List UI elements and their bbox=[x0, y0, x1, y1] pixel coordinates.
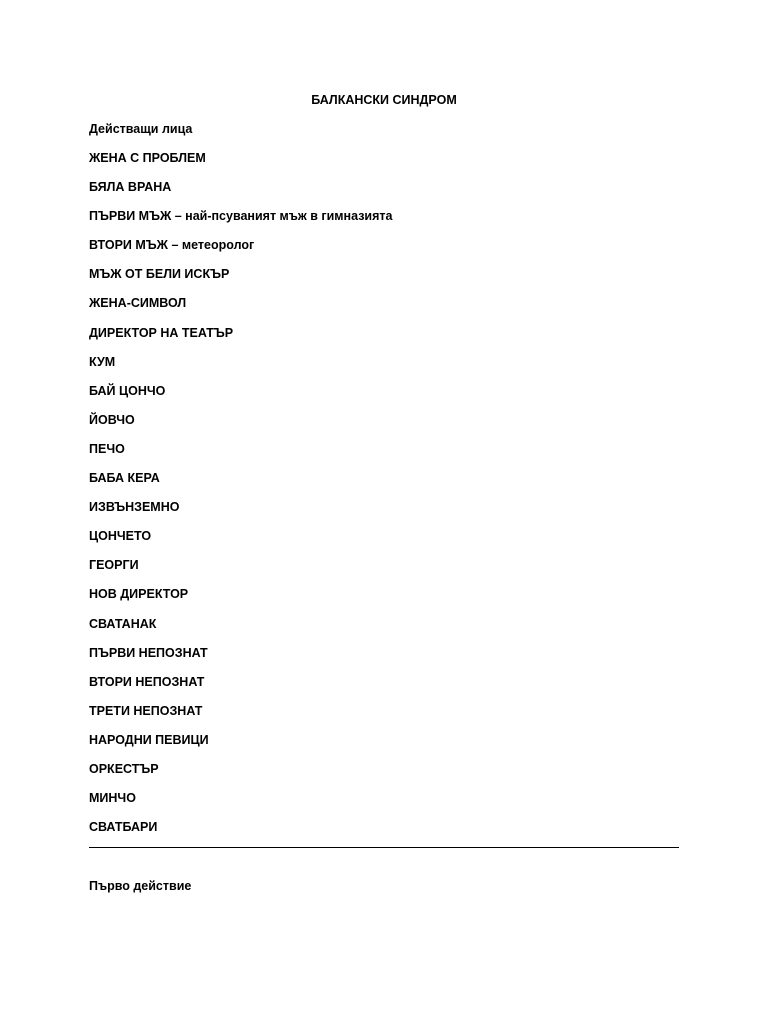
cast-item: ГЕОРГИ bbox=[89, 558, 139, 573]
cast-item: СВАТАНАК bbox=[89, 616, 157, 631]
cast-item: МЪЖ ОТ БЕЛИ ИСКЪР bbox=[89, 267, 230, 282]
cast-item: ПЕЧО bbox=[89, 441, 125, 456]
cast-item: ИЗВЪНЗЕМНО bbox=[89, 500, 180, 515]
cast-list bbox=[89, 150, 392, 848]
cast-item: БАЙ ЦОНЧО bbox=[89, 383, 166, 398]
section-heading: Първо действие bbox=[89, 879, 192, 893]
cast-item: БАБА КЕРА bbox=[89, 471, 160, 486]
cast-item: ТРЕТИ НЕПОЗНАТ bbox=[89, 703, 203, 718]
document-title: БАЛКАНСКИ СИНДРОМ bbox=[311, 93, 457, 107]
cast-item: ОРКЕСТЪР bbox=[89, 761, 159, 776]
cast-item: БЯЛА ВРАНА bbox=[89, 180, 172, 195]
section-divider bbox=[89, 847, 679, 848]
cast-item: КУМ bbox=[89, 354, 116, 369]
cast-item: ЦОНЧЕТО bbox=[89, 529, 152, 544]
cast-item: ЖЕНА С ПРОБЛЕМ bbox=[89, 151, 206, 165]
cast-item: ЙОВЧО bbox=[89, 412, 135, 427]
cast-item: ДИРЕКТОР НА ТЕАТЪР bbox=[89, 325, 234, 340]
cast-item: НОВ ДИРЕКТОР bbox=[89, 587, 189, 602]
cast-item: ПЪРВИ НЕПОЗНАТ bbox=[89, 645, 208, 660]
cast-item: МИНЧО bbox=[89, 791, 136, 806]
cast-item: ПЪРВИ МЪЖ – най-псуваният мъж в гимназията bbox=[89, 209, 393, 224]
cast-item: ЖЕНА-СИМВОЛ bbox=[89, 296, 187, 311]
cast-item: ВТОРИ МЪЖ – метеоролог bbox=[89, 238, 255, 253]
cast-heading: Действащи лица bbox=[89, 122, 193, 136]
cast-item: ВТОРИ НЕПОЗНАТ bbox=[89, 674, 205, 689]
cast-item: СВАТБАРИ bbox=[89, 820, 158, 835]
cast-item: НАРОДНИ ПЕВИЦИ bbox=[89, 732, 209, 747]
